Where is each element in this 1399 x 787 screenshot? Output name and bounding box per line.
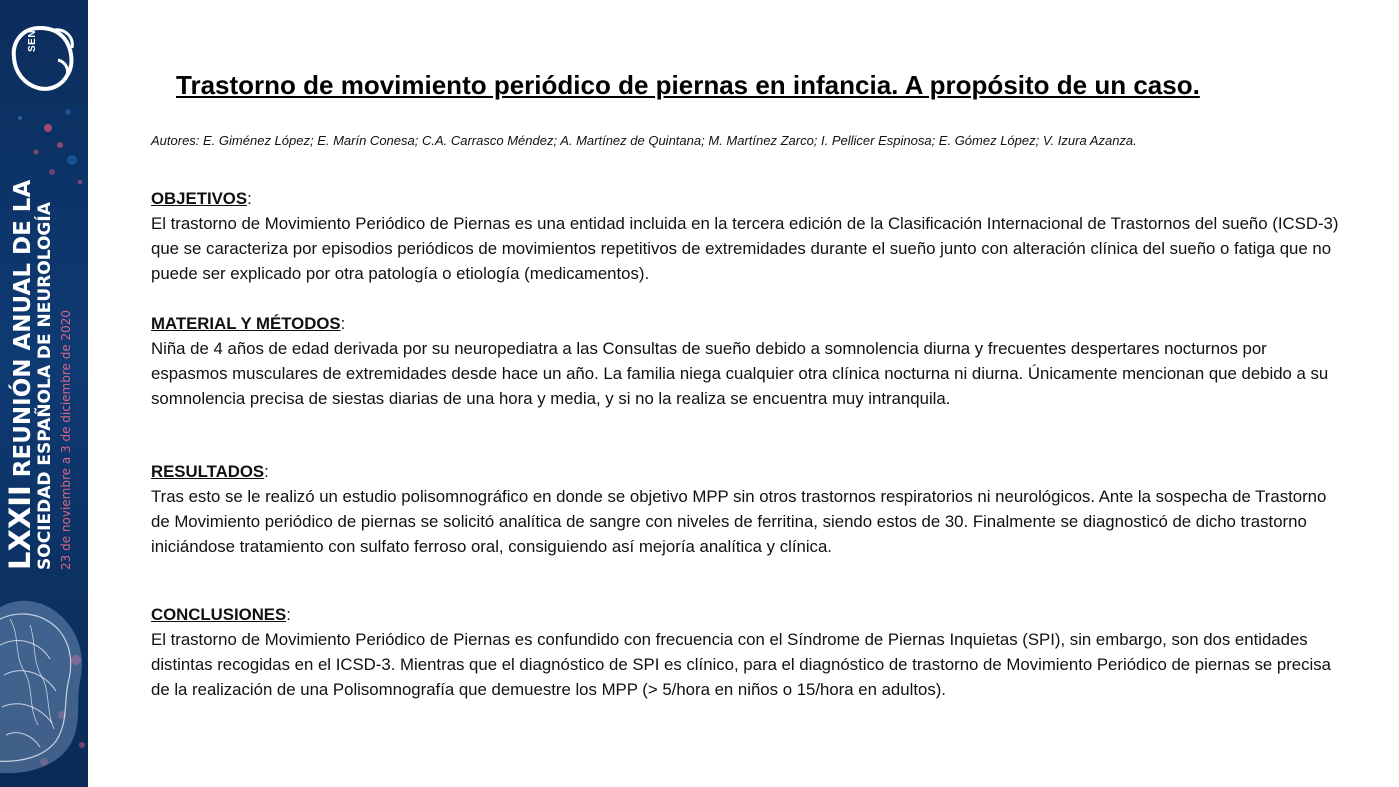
section-heading: RESULTADOS bbox=[151, 462, 265, 481]
congress-banner bbox=[3, 150, 78, 570]
congress-number: LXXII bbox=[3, 485, 37, 570]
section-material: MATERIAL Y MÉTODOS: Niña de 4 años de edad derivada por su neuropediatra a las Consultas de sueño debido a somnolencia diurna y frecuentes despertares nocturnos por espasmos musculares de extremidades desde hace un año. La familia niega cualquier otra clínica nocturna ni diurna. Únicamente mencionan que debido a su somnolencia precisa de siestas diarias de una hora y media, y si no la realiza se encuentra muy intranquila. bbox=[151, 311, 1341, 411]
congress-sidebar bbox=[0, 0, 88, 787]
section-heading: CONCLUSIONES bbox=[151, 605, 287, 624]
section-resultados: RESULTADOS: Tras esto se le realizó un estudio polisomnográfico en donde se objetivo MPP sin otros trastornos respiratorios ni neurológicos. Ante la sospecha de Trastorno de Movimiento periódico de piernas se solicitó analítica de sangre con niveles de ferritina, siendo estos de 30. Finalmente se diagnosticó de dicho trastorno iniciándose tratamiento con sulfato ferroso oral, consiguiendo así mejoría analítica y clínica. bbox=[151, 459, 1341, 559]
section-objetivos: OBJETIVOS: El trastorno de Movimiento Periódico de Piernas es una entidad incluida en la tercera edición de la Clasificación Internacional de Trastornos del sueño (ICSD-3) que se caracteriza por episodios periódicos de movimientos repetitivos de extremidades durante el sueño junto con alteración clínica del sueño o fatiga que no puede ser explicado por otra patología o etiología (medicamentos). bbox=[151, 186, 1341, 286]
poster-title: Trastorno de movimiento periódico de piernas en infancia. A propósito de un caso. bbox=[176, 70, 1200, 100]
congress-dates: 23 de noviembre a 3 de diciembre de 2020 bbox=[59, 309, 73, 570]
congress-line1: REUNIÓN ANUAL DE LA bbox=[10, 179, 36, 478]
poster-authors: Autores: E. Giménez López; E. Marín Conesa; C.A. Carrasco Méndez; A. Martínez de Quintana; M. Martínez Zarco; I. Pellicer Espinosa; E. Gómez López; V. Izura Azanza. bbox=[151, 133, 1137, 148]
section-text: El trastorno de Movimiento Periódico de Piernas es confundido con frecuencia con el Síndrome de Piernas Inquietas (SPI), sin embargo, son dos entidades distintas recogidas en el ICSD-3. Mientras que el diagnóstico de SPI es clínico, para el diagnóstico de trastorno de Movimiento Periódico de piernas se precisa de la realización de una Polisomnografía que demuestre los MPP (> 5/hora en niños o 15/hora en adultos). bbox=[151, 630, 1331, 699]
congress-line2: SOCIEDAD ESPAÑOLA DE NEUROLOGÍA bbox=[35, 202, 55, 570]
section-text: El trastorno de Movimiento Periódico de Piernas es una entidad incluida en la tercera edición de la Clasificación Internacional de Trastornos del sueño (ICSD-3) que se caracteriza por episodios periódicos de movimientos repetitivos de extremidades durante el sueño junto con alteración clínica del sueño o fatiga que no puede ser explicado por otra patología o etiología (medicamentos). bbox=[151, 214, 1339, 283]
congress-title-line1 bbox=[3, 150, 37, 570]
sen-logo-icon bbox=[10, 22, 76, 98]
brain-illustration-icon bbox=[0, 595, 88, 787]
section-text: Tras esto se le realizó un estudio polisomnográfico en donde se objetivo MPP sin otros trastornos respiratorios ni neurológicos. Ante la sospecha de Trastorno de Movimiento periódico de piernas se solicitó analítica de sangre con niveles de ferritina, siendo estos de 30. Finalmente se diagnosticó de dicho trastorno iniciándose tratamiento con sulfato ferroso oral, consiguiendo así mejoría analítica y clínica. bbox=[151, 487, 1327, 556]
logo-text: SEN bbox=[27, 29, 38, 52]
section-heading: OBJETIVOS bbox=[151, 189, 248, 208]
section-text: Niña de 4 años de edad derivada por su neuropediatra a las Consultas de sueño debido a somnolencia diurna y frecuentes despertares nocturnos por espasmos musculares de extremidades desde hace un año. La familia niega cualquier otra clínica nocturna ni diurna. Únicamente mencionan que debido a su somnolencia precisa de siestas diarias de una hora y media, y si no la realiza se encuentra muy intranquila. bbox=[151, 339, 1329, 408]
section-conclusiones: CONCLUSIONES: El trastorno de Movimiento Periódico de Piernas es confundido con frecuencia con el Síndrome de Piernas Inquietas (SPI), sin embargo, son dos entidades distintas recogidas en el ICSD-3. Mientras que el diagnóstico de SPI es clínico, para el diagnóstico de trastorno de Movimiento Periódico de piernas se precisa de la realización de una Polisomnografía que demuestre los MPP (> 5/hora en niños o 15/hora en adultos). bbox=[151, 602, 1341, 702]
section-heading: MATERIAL Y MÉTODOS bbox=[151, 314, 341, 333]
